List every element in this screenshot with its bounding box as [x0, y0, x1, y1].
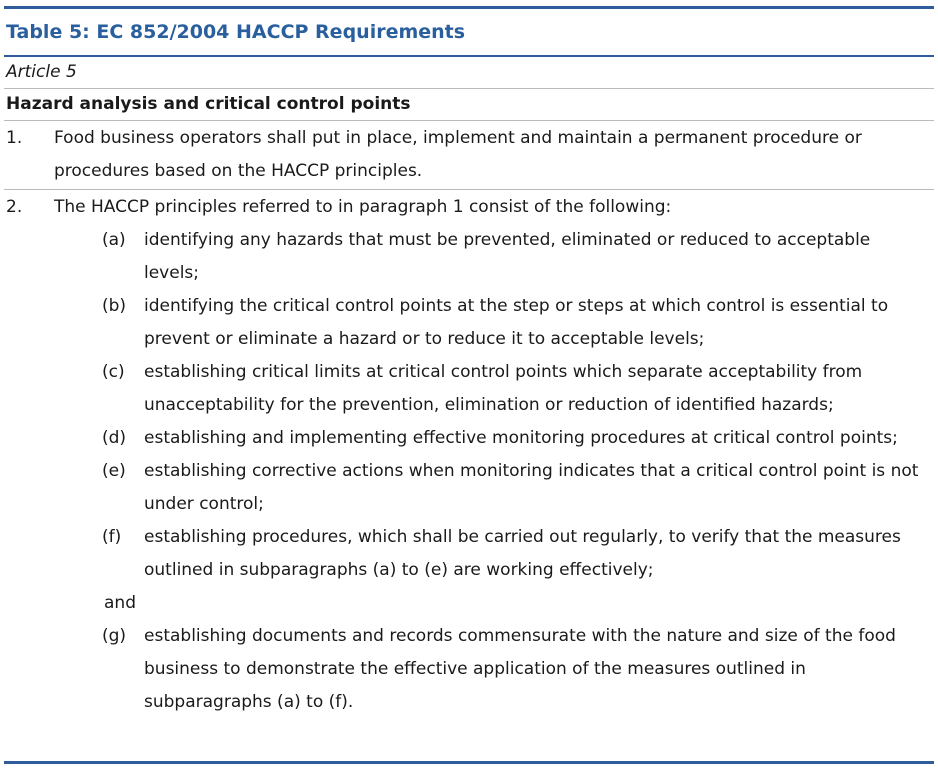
- list-item-f: [102, 521, 934, 587]
- list-item-label: (e): [102, 461, 126, 481]
- list-item-text: establishing and implementing effective monitoring procedures at critical control points;: [144, 428, 898, 448]
- document-page: [0, 6, 938, 770]
- list-item-text: establishing documents and records commensurate with the nature and size of the food business to demonstrate the effective application of the measures outlined in subparagraphs (a) to (f).: [144, 626, 896, 712]
- list-item-c: [102, 356, 934, 422]
- list-item-a: [102, 224, 934, 290]
- list-item-text: establishing procedures, which shall be carried out regularly, to verify that the measures outlined in subparagraphs (a) to (e) are working effectively;: [144, 527, 901, 580]
- paragraph-1: [4, 121, 934, 190]
- article-label: Article 5: [4, 57, 934, 89]
- table-title: Table 5: EC 852/2004 HACCP Requirements: [6, 21, 466, 43]
- list-item-label: (f): [102, 527, 122, 547]
- list-item-label: (c): [102, 362, 125, 382]
- principles-list-continued: [4, 620, 934, 719]
- paragraph-number: 1.: [6, 128, 23, 148]
- list-item-g: [102, 620, 934, 719]
- list-item-label: (b): [102, 296, 127, 316]
- list-item-d: [102, 422, 934, 455]
- principles-list: [4, 224, 934, 587]
- paragraph-text: The HACCP principles referred to in paragraph 1 consist of the following:: [54, 197, 672, 217]
- section-heading: Hazard analysis and critical control points: [4, 89, 934, 121]
- list-item-text: establishing corrective actions when monitoring indicates that a critical control point is not under control;: [144, 461, 919, 514]
- list-item-text: identifying the critical control points at the step or steps at which control is essential to prevent or eliminate a hazard or to reduce it to acceptable levels;: [144, 296, 889, 349]
- list-item-label: (d): [102, 428, 127, 448]
- list-item-b: [102, 290, 934, 356]
- list-item-text: identifying any hazards that must be prevented, eliminated or reduced to acceptable levels;: [144, 230, 871, 283]
- paragraph-number: 2.: [6, 197, 23, 217]
- list-item-e: [102, 455, 934, 521]
- list-item-label: (a): [102, 230, 126, 250]
- paragraph-2: [4, 190, 934, 224]
- paragraph-text: Food business operators shall put in place, implement and maintain a permanent procedure or procedures based on the HACCP principles.: [54, 128, 862, 181]
- list-item-label: (g): [102, 626, 127, 646]
- conjunction-text: and: [104, 593, 136, 613]
- list-item-text: establishing critical limits at critical control points which separate acceptability from unacceptability for the prevention, elimination or reduction of identified hazards;: [144, 362, 863, 415]
